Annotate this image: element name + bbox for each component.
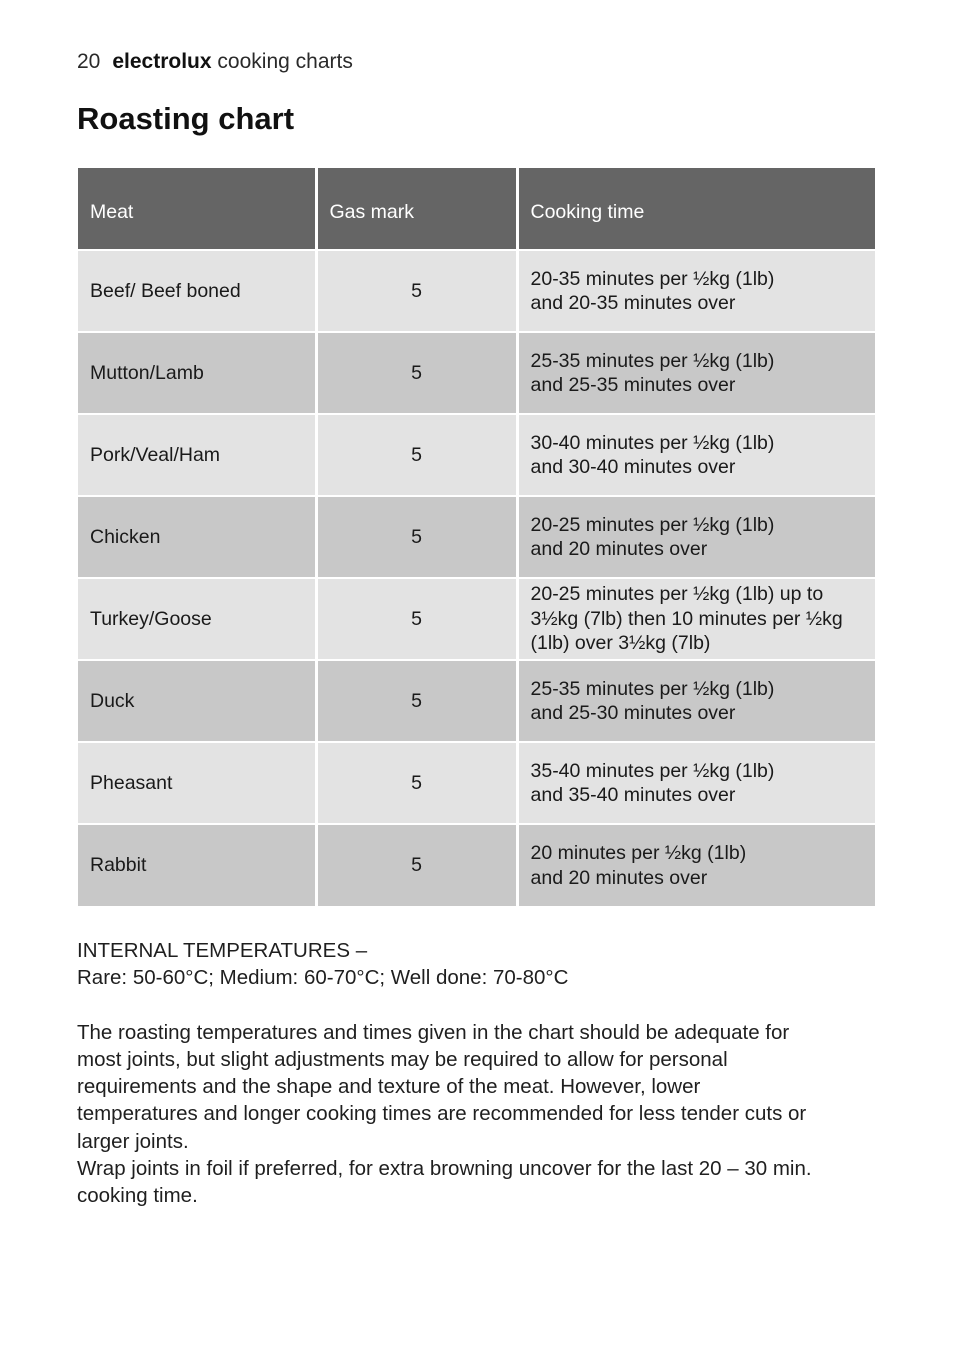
table-header-row: [78, 168, 875, 250]
gas-mark-cell: 5: [316, 250, 517, 332]
page-number: 20: [77, 50, 101, 73]
page-title: Roasting chart: [77, 101, 295, 136]
cooking-time-cell: [517, 660, 875, 742]
table-body: [78, 250, 875, 906]
cooking-time-line: and 35-40 minutes over: [530, 784, 736, 806]
paragraph-line: The roasting temperatures and times given in the chart should be adequate for: [77, 1020, 790, 1044]
cooking-time-line: 20-25 minutes per ½kg (1lb): [530, 513, 775, 536]
gas-mark-cell: 5: [316, 824, 517, 906]
cooking-time-line: 25-35 minutes per ½kg (1lb): [530, 349, 775, 372]
section-name: cooking charts: [217, 50, 353, 73]
column-header-gas-mark: Gas mark: [316, 168, 517, 250]
gas-mark-cell: 5: [316, 742, 517, 824]
brand-name: electrolux: [112, 50, 212, 73]
meat-cell: Duck: [78, 660, 316, 742]
cooking-time-line: 20 minutes per ½kg (1lb): [530, 842, 747, 864]
cooking-time-line: and 25-30 minutes over: [530, 702, 736, 724]
cooking-time-cell: [517, 332, 875, 414]
meat-cell: Rabbit: [78, 824, 316, 906]
internal-temperatures-values: Rare: 50-60°C; Medium: 60-70°C; Well done: 70-80°C: [77, 966, 569, 990]
cooking-time-line: and 25-35 minutes over: [530, 374, 736, 396]
column-header-meat: Meat: [78, 168, 316, 250]
cooking-time-cell: [517, 742, 875, 824]
cooking-time-line: 20-25 minutes per ½kg (1lb) up to: [530, 583, 824, 606]
cooking-time-line: 25-35 minutes per ½kg (1lb): [530, 677, 775, 700]
table-row: [78, 824, 875, 906]
cooking-time-line: and 20 minutes over: [530, 538, 708, 560]
cooking-time-cell: [517, 578, 875, 660]
cooking-time-line: 3½kg (7lb) then 10 minutes per ½kg: [530, 607, 843, 630]
table-row: [78, 742, 875, 824]
meat-cell: Mutton/Lamb: [78, 332, 316, 414]
table-row: [78, 660, 875, 742]
table-row: [78, 578, 875, 660]
roasting-table: [78, 168, 875, 906]
cooking-time-cell: [517, 824, 875, 906]
cooking-time-line: and 20-35 minutes over: [530, 292, 736, 314]
cooking-time-line: and 20 minutes over: [530, 866, 708, 889]
paragraph-line: temperatures and longer cooking times are recommended for less tender cuts or: [77, 1102, 807, 1126]
page-header: [77, 50, 353, 74]
meat-cell: Beef/ Beef boned: [78, 250, 316, 332]
advice-paragraph: [77, 1019, 877, 1210]
cooking-time-cell: [517, 250, 875, 332]
cooking-time-line: 20-35 minutes per ½kg (1lb): [530, 267, 775, 290]
meat-cell: Pheasant: [78, 742, 316, 824]
table-row: [78, 332, 875, 414]
paragraph-line: requirements and the shape and texture of the meat. However, lower: [77, 1075, 701, 1099]
gas-mark-cell: 5: [316, 496, 517, 578]
cooking-time-line: 30-40 minutes per ½kg (1lb): [530, 431, 775, 454]
notes-section: [77, 937, 877, 1210]
cooking-time-cell: [517, 414, 875, 496]
cooking-time-cell: [517, 496, 875, 578]
paragraph-line: Wrap joints in foil if preferred, for extra browning uncover for the last 20 – 30 min.: [77, 1157, 812, 1181]
meat-cell: Chicken: [78, 496, 316, 578]
table-row: [78, 496, 875, 578]
table-row: [78, 250, 875, 332]
paragraph-line: most joints, but slight adjustments may be required to allow for personal: [77, 1047, 728, 1071]
paragraph-line: cooking time.: [77, 1184, 198, 1208]
gas-mark-cell: 5: [316, 414, 517, 496]
gas-mark-cell: 5: [316, 578, 517, 660]
paragraph-line: larger joints.: [77, 1129, 189, 1153]
cooking-time-line: and 30-40 minutes over: [530, 456, 736, 478]
table-row: [78, 414, 875, 496]
internal-temperatures-heading: INTERNAL TEMPERATURES –: [77, 939, 368, 962]
cooking-time-line: 35-40 minutes per ½kg (1lb): [530, 759, 775, 782]
cooking-time-line: (1lb) over 3½kg (7lb): [530, 632, 711, 655]
meat-cell: Turkey/Goose: [78, 578, 316, 660]
gas-mark-cell: 5: [316, 332, 517, 414]
gas-mark-cell: 5: [316, 660, 517, 742]
column-header-cooking-time: Cooking time: [517, 168, 875, 250]
meat-cell: Pork/Veal/Ham: [78, 414, 316, 496]
